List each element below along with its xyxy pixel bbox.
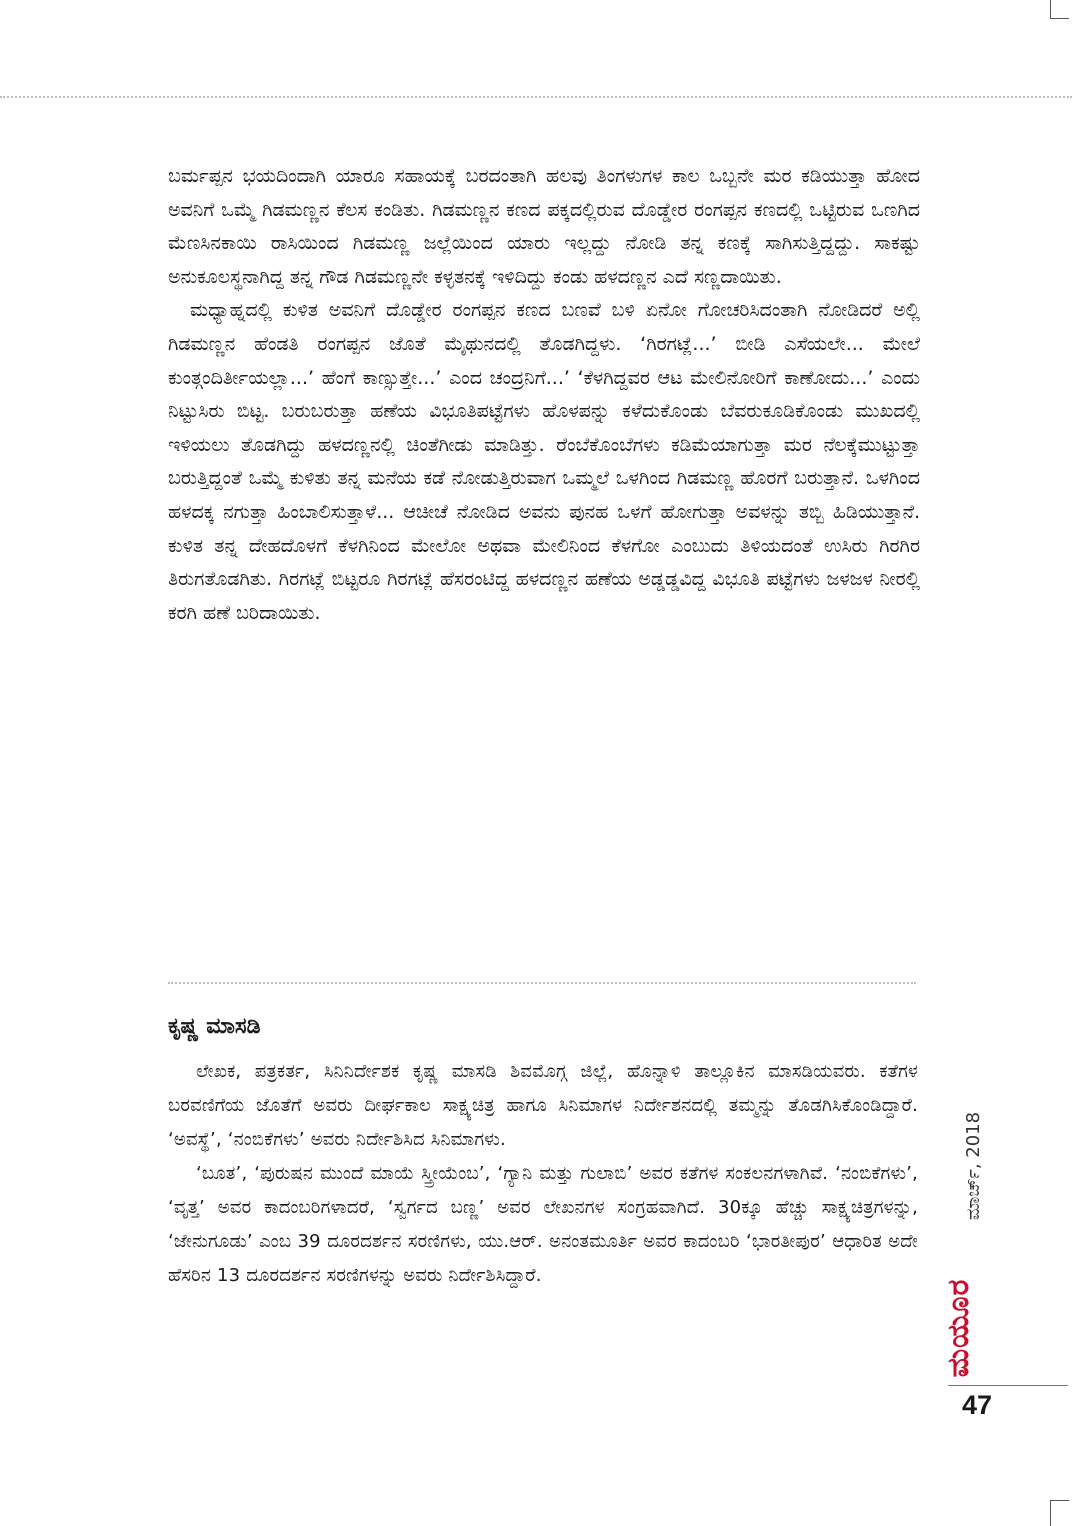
story-text [168, 160, 920, 630]
author-name: ಕೃಷ್ಣ ಮಾಸಡಿ [168, 1014, 261, 1039]
bio-dotted-divider [168, 982, 916, 984]
bio-paragraph-2: ‘ಬೂತ’, ‘ಪುರುಷನ ಮುಂದೆ ಮಾಯೆ ಸ್ತ್ರೀಯೆಂಬ’, ‘ಗ್ಯಾನಿ ಮತ್ತು ಗುಲಾಬಿ’ ಅವರ ಕತೆಗಳ ಸಂಕಲನಗಳಾಗಿವೆ. ‘ನಂಬಿಕೆಗಳು’, ‘ವೃತ್ತ’ ಅವರ ಕಾದಂಬರಿಗಳಾದರೆ, ‘ಸ್ವರ್ಗದ ಬಣ್ಣ’ ಅವರ ಲೇಖನಗಳ ಸಂಗ್ರಹವಾಗಿದೆ. 30ಕ್ಕೂ ಹೆಚ್ಚು ಸಾಕ್ಷ್ಯಚಿತ್ರಗಳನ್ನು, ‘ಜೇನುಗೂಡು’ ಎಂಬ 39 ದೂರದರ್ಶನ ಸರಣಿಗಳು, ಯು.ಆರ್. ಅನಂತಮೂರ್ತಿ ಅವರ ಕಾದಂಬರಿ ‘ಭಾರತೀಪುರ’ ಆಧಾರಿತ ಅದೇ ಹೆಸರಿನ 13 ದೂರದರ್ಶನ ಸರಣಿಗಳನ್ನು ಅವರು ನಿರ್ದೇಶಿಸಿದ್ದಾರೆ. [168, 1163, 918, 1286]
issue-date: ಮಾರ್ಚ್, 2018 [963, 1111, 984, 1221]
story-paragraph-2: ಮಧ್ಯಾಹ್ನದಲ್ಲಿ ಕುಳಿತ ಅವನಿಗೆ ದೊಡ್ಡೇರ ರಂಗಪ್ಪನ ಕಣದ ಬಣವೆ ಬಳಿ ಏನೋ ಗೋಚರಿಸಿದಂತಾಗಿ ನೋಡಿದರೆ ಅಲ್ಲಿ ಗಿಡಮಣ್ಣನ ಹೆಂಡತಿ ರಂಗಪ್ಪನ ಜೊತೆ ಮೈಥುನದಲ್ಲಿ ತೊಡಗಿದ್ದಳು. ‘ಗಿರಗಟ್ಲೆ...’ ಬೀಡಿ ಎಸೆಯಲೇ... ಮೇಲೆ ಕುಂತ್ಗಂದಿರ್ತೀಯಲ್ಲಾ...’ ಹೆಂಗೆ ಕಾಣ್ಸುತ್ತೇ...’ ಎಂದ ಚಂದ್ರನಿಗೆ...’ ‘ಕೆಳಗಿದ್ದವರ ಆಟ ಮೇಲಿನೋರಿಗೆ ಕಾಣೋದು...’ ಎಂದು ನಿಟ್ಟುಸಿರು ಬಿಟ್ಟ. ಬರುಬರುತ್ತಾ ಹಣೆಯ ವಿಭೂತಿಪಟ್ಟೆಗಳು ಹೊಳಪನ್ನು ಕಳೆದುಕೊಂಡು ಬೆವರುಕೂಡಿಕೊಂಡು ಮುಖದಲ್ಲಿ ಇಳಿಯಲು ತೊಡಗಿದ್ದು ಹಳದಣ್ಣನಲ್ಲಿ ಚಿಂತೆಗೀಡು ಮಾಡಿತ್ತು. ರೆಂಬೆಕೊಂಬೆಗಳು ಕಡಿಮೆಯಾಗುತ್ತಾ ಮರ ನೆಲಕ್ಕೆಮುಟ್ಟುತ್ತಾ ಬರುತ್ತಿದ್ದಂತೆ ಒಮ್ಮೆ ಕುಳಿತು ತನ್ನ ಮನೆಯ ಕಡೆ ನೋಡುತ್ತಿರುವಾಗ ಒಮ್ಮಲೆ ಒಳಗಿಂದ ಗಿಡಮಣ್ಣ ಹೊರಗೆ ಬರುತ್ತಾನೆ. ಒಳಗಿಂದ ಹಳದಕ್ಕ ನಗುತ್ತಾ ಹಿಂಬಾಲಿಸುತ್ತಾಳೆ... ಆಚೀಚೆ ನೋಡಿದ ಅವನು ಪುನಹ ಒಳಗೆ ಹೋಗುತ್ತಾ ಅವಳನ್ನು ತಬ್ಬಿ ಹಿಡಿಯುತ್ತಾನೆ. ಕುಳಿತ ತನ್ನ ದೇಹದೊಳಗೆ ಕೆಳಗಿನಿಂದ ಮೇಲೋ ಅಥವಾ ಮೇಲಿನಿಂದ ಕೆಳಗೋ ಎಂಬುದು ತಿಳಿಯದಂತೆ ಉಸಿರು ಗಿರಗಿರ ತಿರುಗತೊಡಗಿತು. ಗಿರಗಟ್ಲೆ ಬಿಟ್ಟರೂ ಗಿರಗಟ್ಲೆ ಹೆಸರಂಟಿದ್ದ ಹಳದಣ್ಣನ ಹಣೆಯ ಅಡ್ಡಡ್ಡವಿದ್ದ ವಿಭೂತಿ ಪಟ್ಟೆಗಳು ಜಳಜಳ ನೀರಲ್ಲಿ ಕರಗಿ ಹಣೆ ಬರಿದಾಯಿತು. [168, 299, 920, 624]
side-banner [930, 1094, 994, 1378]
story-paragraph-1: ಬರ್ಮಪ್ಪನ ಭಯದಿಂದಾಗಿ ಯಾರೂ ಸಹಾಯಕ್ಕೆ ಬರದಂತಾಗಿ ಹಲವು ತಿಂಗಳುಗಳ ಕಾಲ ಒಬ್ಬನೇ ಮರ ಕಡಿಯುತ್ತಾ ಹೋದ ಅವನಿಗೆ ಒಮ್ಮೆ ಗಿಡಮಣ್ಣನ ಕೆಲಸ ಕಂಡಿತು. ಗಿಡಮಣ್ಣನ ಕಣದ ಪಕ್ಕದಲ್ಲಿರುವ ದೊಡ್ಡೇರ ರಂಗಪ್ಪನ ಕಣದಲ್ಲಿ ಒಟ್ಟಿರುವ ಒಣಗಿದ ಮೆಣಸಿನಕಾಯಿ ರಾಸಿಯಿಂದ ಗಿಡಮಣ್ಣ ಜಲ್ಲೆಯಿಂದ ಯಾರು ಇಲ್ಲದ್ದು ನೋಡಿ ತನ್ನ ಕಣಕ್ಕೆ ಸಾಗಿಸುತ್ತಿದ್ದದ್ದು. ಸಾಕಷ್ಟು ಅನುಕೂಲಸ್ಥನಾಗಿದ್ದ ತನ್ನ ಗೌಡ ಗಿಡಮಣ್ಣನೇ ಕಳ್ಳತನಕ್ಕೆ ಇಳಿದಿದ್ದು ಕಂಡು ಹಳದಣ್ಣನ ಎದೆ ಸಣ್ಣದಾಯಿತು. [168, 165, 920, 288]
page-number-rule [948, 1385, 1068, 1386]
magazine-logo: ಮಯೂರ [941, 1278, 976, 1378]
author-bio [168, 1055, 918, 1293]
crop-mark-bottom-right [1050, 1500, 1069, 1526]
top-dotted-divider [0, 96, 1072, 98]
bio-paragraph-1: ಲೇಖಕ, ಪತ್ರಕರ್ತ, ಸಿನಿನಿರ್ದೇಶಕ ಕೃಷ್ಣ ಮಾಸಡಿ ಶಿವಮೊಗ್ಗ ಜಿಲ್ಲೆ, ಹೊನ್ನಾಳಿ ತಾಲ್ಲೂಕಿನ ಮಾಸಡಿಯವರು. ಕತೆಗಳ ಬರವಣಿಗೆಯ ಜೊತೆಗೆ ಅವರು ದೀರ್ಘಕಾಲ ಸಾಕ್ಷ್ಯಚಿತ್ರ ಹಾಗೂ ಸಿನಿಮಾಗಳ ನಿರ್ದೇಶನದಲ್ಲಿ ತಮ್ಮನ್ನು ತೊಡಗಿಸಿಕೊಂಡಿದ್ದಾರೆ. ‘ಅವಸ್ಥೆ’, ‘ನಂಬಿಕೆಗಳು’ ಅವರು ನಿರ್ದೇಶಿಸಿದ ಸಿನಿಮಾಗಳು. [168, 1061, 918, 1150]
crop-mark-top-right [1050, 0, 1069, 19]
page-number: 47 [962, 1390, 993, 1420]
